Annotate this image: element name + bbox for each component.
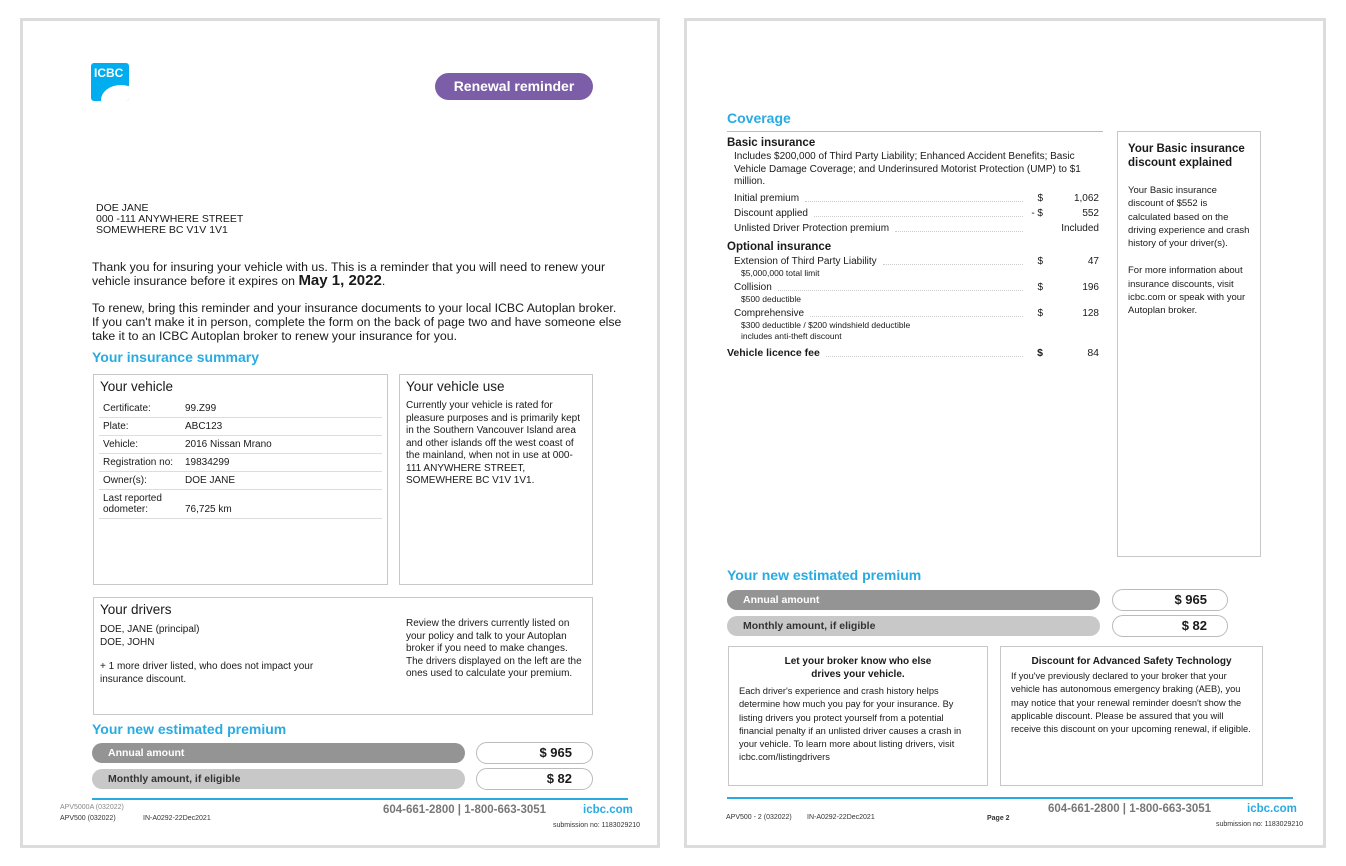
detail-value: 76,725 km [185,504,232,515]
driver: DOE, JANE (principal) [100,624,200,635]
annual-amount-label: Annual amount [727,590,1100,610]
coverage-detail: $5,000,000 total limit [741,267,820,278]
detail-value: ABC123 [185,421,223,432]
currency: $ [1037,281,1043,293]
mailing-address: DOE JANE 000 -111 ANYWHERE STREET SOMEWHERE BC V1V 1V1 [96,202,244,236]
detail-value: 2016 Nissan Mrano [185,439,272,450]
currency: $ [1037,307,1043,319]
coverage-detail: includes anti-theft discount [741,330,842,341]
currency: $ [1037,192,1043,204]
monthly-amount-label: Monthly amount, if eligible [92,769,465,789]
page-2: Coverage Basic insurance Includes $200,000 of Third Party Liability; Enhanced Accident Benefits; Basic Vehicle Damage Coverage; and Underinsured Motorist Protection (UMP) to $1 million. Initial premium $ 1,062 Discount applied - $ 552 Unlisted Driver Protection premium Included Optional insurance Extension of Third Party Liability $ 47 $5,000,000 total limit Collision $ 196 $500 deductible Comprehensive $ 128 $300 deductible / $200 windshield deductible includes anti-theft discount Vehicle licence fee $ 84 Your Basic insurance discount explained Your Basic insurance discount of $552 is calculated based on the driving experience and crash history of your driver(s). For more information about insurance discounts, visit icbc.com or speak with your Autoplan broker. Your new estimated premium Annual amount $ 965 Monthly amount, if eligible $ 82 Let your broker know who else drives your vehicle. Each driver's experience and crash history helps determine how much you pay for your insurance. By listing drivers you protect yourself from a potential financial penalty if an unlisted driver causes a crash in your vehicle. To learn more about listing drivers, visit icbc.com/listingdrivers Discount for Advanced Safety Technology If you've previously declared to your broker that your vehicle has autonomous emergency braking (AEB), you may notice that your renewal reminder doesn't show the applicable discount. Please be assured that you will receive this discount on your upcoming renewal, if eligible. APV500 - 2 (032022) IN-A0292-22Dec2021 Page 2 604-661-2800 | 1-800-663-3051 icbc.com submission no: 1183029210 [684,18,1326,848]
coverage-amount: Included [1061,222,1099,234]
monthly-amount: $ 82 [476,768,593,790]
detail-label: Plate: [103,421,129,432]
detail-label: Vehicle: [103,439,139,450]
monthly-amount-label: Monthly amount, if eligible [727,616,1100,636]
licence-fee-row: Vehicle licence fee $ 84 [727,346,1099,359]
coverage-label: Unlisted Driver Protection premium [734,222,890,234]
currency: - $ [1031,207,1043,219]
monthly-amount: $ 82 [1112,615,1228,637]
coverage-amount: 196 [1082,281,1099,293]
coverage-label: Initial premium [734,192,800,204]
coverage-label: Extension of Third Party Liability [734,255,877,267]
vehicle-detail-row [99,400,382,418]
annual-amount-label: Annual amount [92,743,465,763]
coverage-row [734,192,1099,205]
phone-numbers: 604-661-2800 | 1-800-663-3051 [1048,803,1212,815]
aeb-discount-box: Discount for Advanced Safety Technology If you've previously declared to your broker that your vehicle has autonomous emergency braking (AEB), you may notice that your renewal reminder doesn't show the applicable discount. Please be assured that you will receive this discount on your upcoming renewal, if eligible. [1000,646,1263,786]
renewal-reminder-badge: Renewal reminder [435,73,593,100]
coverage-table: Basic insurance Includes $200,000 of Third Party Liability; Enhanced Accident Benefits; Basic Vehicle Damage Coverage; and Underinsured Motorist Protection (UMP) to $1 million. Initial premium $ 1,062 Discount applied - $ 552 Unlisted Driver Protection premium Included Optional insurance Extension of Third Party Liability $ 47 $5,000,000 total limit Collision $ 196 $500 deductible Comprehensive $ 128 $300 deductible / $200 windshield deductible includes anti-theft discount Vehicle licence fee $ 84 [727,137,1099,359]
broker-info-box: Let your broker know who else drives your vehicle. Each driver's experience and crash history helps determine how much you pay for your insurance. By listing drivers you protect yourself from a potential financial penalty if an unlisted driver causes a crash in your vehicle. To learn more about listing drivers, visit icbc.com/listingdrivers [728,646,988,786]
coverage-amount: 128 [1082,307,1099,319]
coverage-detail: $500 deductible [741,293,802,304]
driver: DOE, JOHN [100,636,155,648]
page-number: Page 2 [987,815,1010,822]
drivers-box: Your drivers DOE, JANE (principal) DOE, JOHN + 1 more driver listed, who does not impact your insurance discount. Review the drivers currently listed on your policy and talk to your Autoplan broker if you need to make changes. The drivers displayed on the left are the ones used to calculate your premium. [93,597,593,715]
coverage-row [734,222,1099,235]
detail-label: Owner(s): [103,475,147,486]
expiry-date: May 1, 2022 [298,272,382,289]
vehicle-detail-row [99,454,382,472]
website-link[interactable]: icbc.com [1247,803,1297,815]
vehicle-box: Your vehicle Certificate: 99.Z99 Plate: ABC123 Vehicle: 2016 Nissan Mrano Registration no: 19834299 Owner(s): DOE JANE Last reported odometer: 76,725 km [93,374,388,585]
premium-title: Your new estimated premium [92,721,287,737]
vehicle-detail-row [99,418,382,436]
website-link[interactable]: icbc.com [583,804,633,816]
vehicle-detail-row [99,436,382,454]
coverage-label: Discount applied [734,207,808,219]
vehicle-detail-row [99,472,382,490]
vehicle-detail-row [99,490,382,519]
premium-title: Your new estimated premium [727,567,922,583]
footer-divider [92,798,628,800]
coverage-amount: 552 [1082,207,1099,219]
footer-divider [727,797,1293,799]
phone-numbers: 604-661-2800 | 1-800-663-3051 [383,804,547,816]
coverage-label: Collision [734,281,772,293]
detail-value: 99.Z99 [185,403,217,414]
currency: $ [1037,255,1043,267]
coverage-amount: 1,062 [1073,192,1099,204]
page-1: ICBC Renewal reminder DOE JANE 000 -111 ANYWHERE STREET SOMEWHERE BC V1V 1V1 Thank you for insuring your vehicle with us. This is a reminder that you will need to renew your vehicle insurance before it expires on May 1, 2022. To renew, bring this reminder and your insurance documents to your local ICBC Autoplan broker. If you can't make it in person, complete the form on the back of page two and have someone else take it to an ICBC Autoplan broker to renew your insurance for you. Your insurance summary Your vehicle Certificate: 99.Z99 Plate: ABC123 Vehicle: 2016 Nissan Mrano Registration no: 19834299 Owner(s): DOE JANE Last reported odometer: 76,725 km Your vehicle use Currently your vehicle is rated for pleasure purposes and is primarily kept in the Southern Vancouver Island area and other islands off the west coast of the mainland, when not in use at 000-111 ANYWHERE STREET, SOMEWHERE BC V1V 1V1. Your drivers DOE, JANE (principal) DOE, JOHN + 1 more driver listed, who does not impact your insurance discount. Review the drivers currently listed on your policy and talk to your Autoplan broker if you need to make changes. The drivers displayed on the left are the ones used to calculate your premium. Your new estimated premium Annual amount $ 965 Monthly amount, if eligible $ 82 APV5000A (032022) APV500 (032022) IN-A0292-22Dec2021 604-661-2800 | 1-800-663-3051 icbc.com submission no: 1183029210 [20,18,660,848]
summary-title: Your insurance summary [92,349,260,365]
coverage-detail: $300 deductible / $200 windshield deductible [741,319,911,330]
detail-value: DOE JANE [185,475,236,486]
vehicle-use-box: Your vehicle use Currently your vehicle is rated for pleasure purposes and is primarily kept in the Southern Vancouver Island area and other islands off the west coast of the mainland, when not in use at 000-111 ANYWHERE STREET, SOMEWHERE BC V1V 1V1. [399,374,593,585]
detail-label: Registration no: [103,457,174,468]
coverage-amount: 47 [1087,255,1099,267]
coverage-row [734,207,1099,220]
icbc-logo: ICBC [91,63,129,101]
detail-label: Last reported odometer: [103,493,162,515]
annual-amount: $ 965 [1112,589,1228,611]
annual-amount: $ 965 [476,742,593,764]
coverage-label: Comprehensive [734,307,805,319]
coverage-row [734,281,1099,294]
coverage-row [734,255,1099,268]
coverage-row [734,307,1099,320]
discount-explained-box: Your Basic insurance discount explained Your Basic insurance discount of $552 is calculated based on the driving experience and crash history of your driver(s). For more information about insurance discounts, visit icbc.com or speak with your Autoplan broker. [1117,131,1261,557]
coverage-title: Coverage [727,110,791,126]
detail-label: Certificate: [103,403,151,414]
intro-paragraph: Thank you for insuring your vehicle with us. This is a reminder that you will need to renew your vehicle insurance before it expires on May 1, 2022. [92,260,606,289]
detail-value: 19834299 [185,457,230,468]
renew-paragraph: To renew, bring this reminder and your insurance documents to your local ICBC Autoplan broker. If you can't make it in person, complete the form on the back of page two and have someone else take it to an ICBC Autoplan broker to renew your insurance for you. [92,301,622,343]
